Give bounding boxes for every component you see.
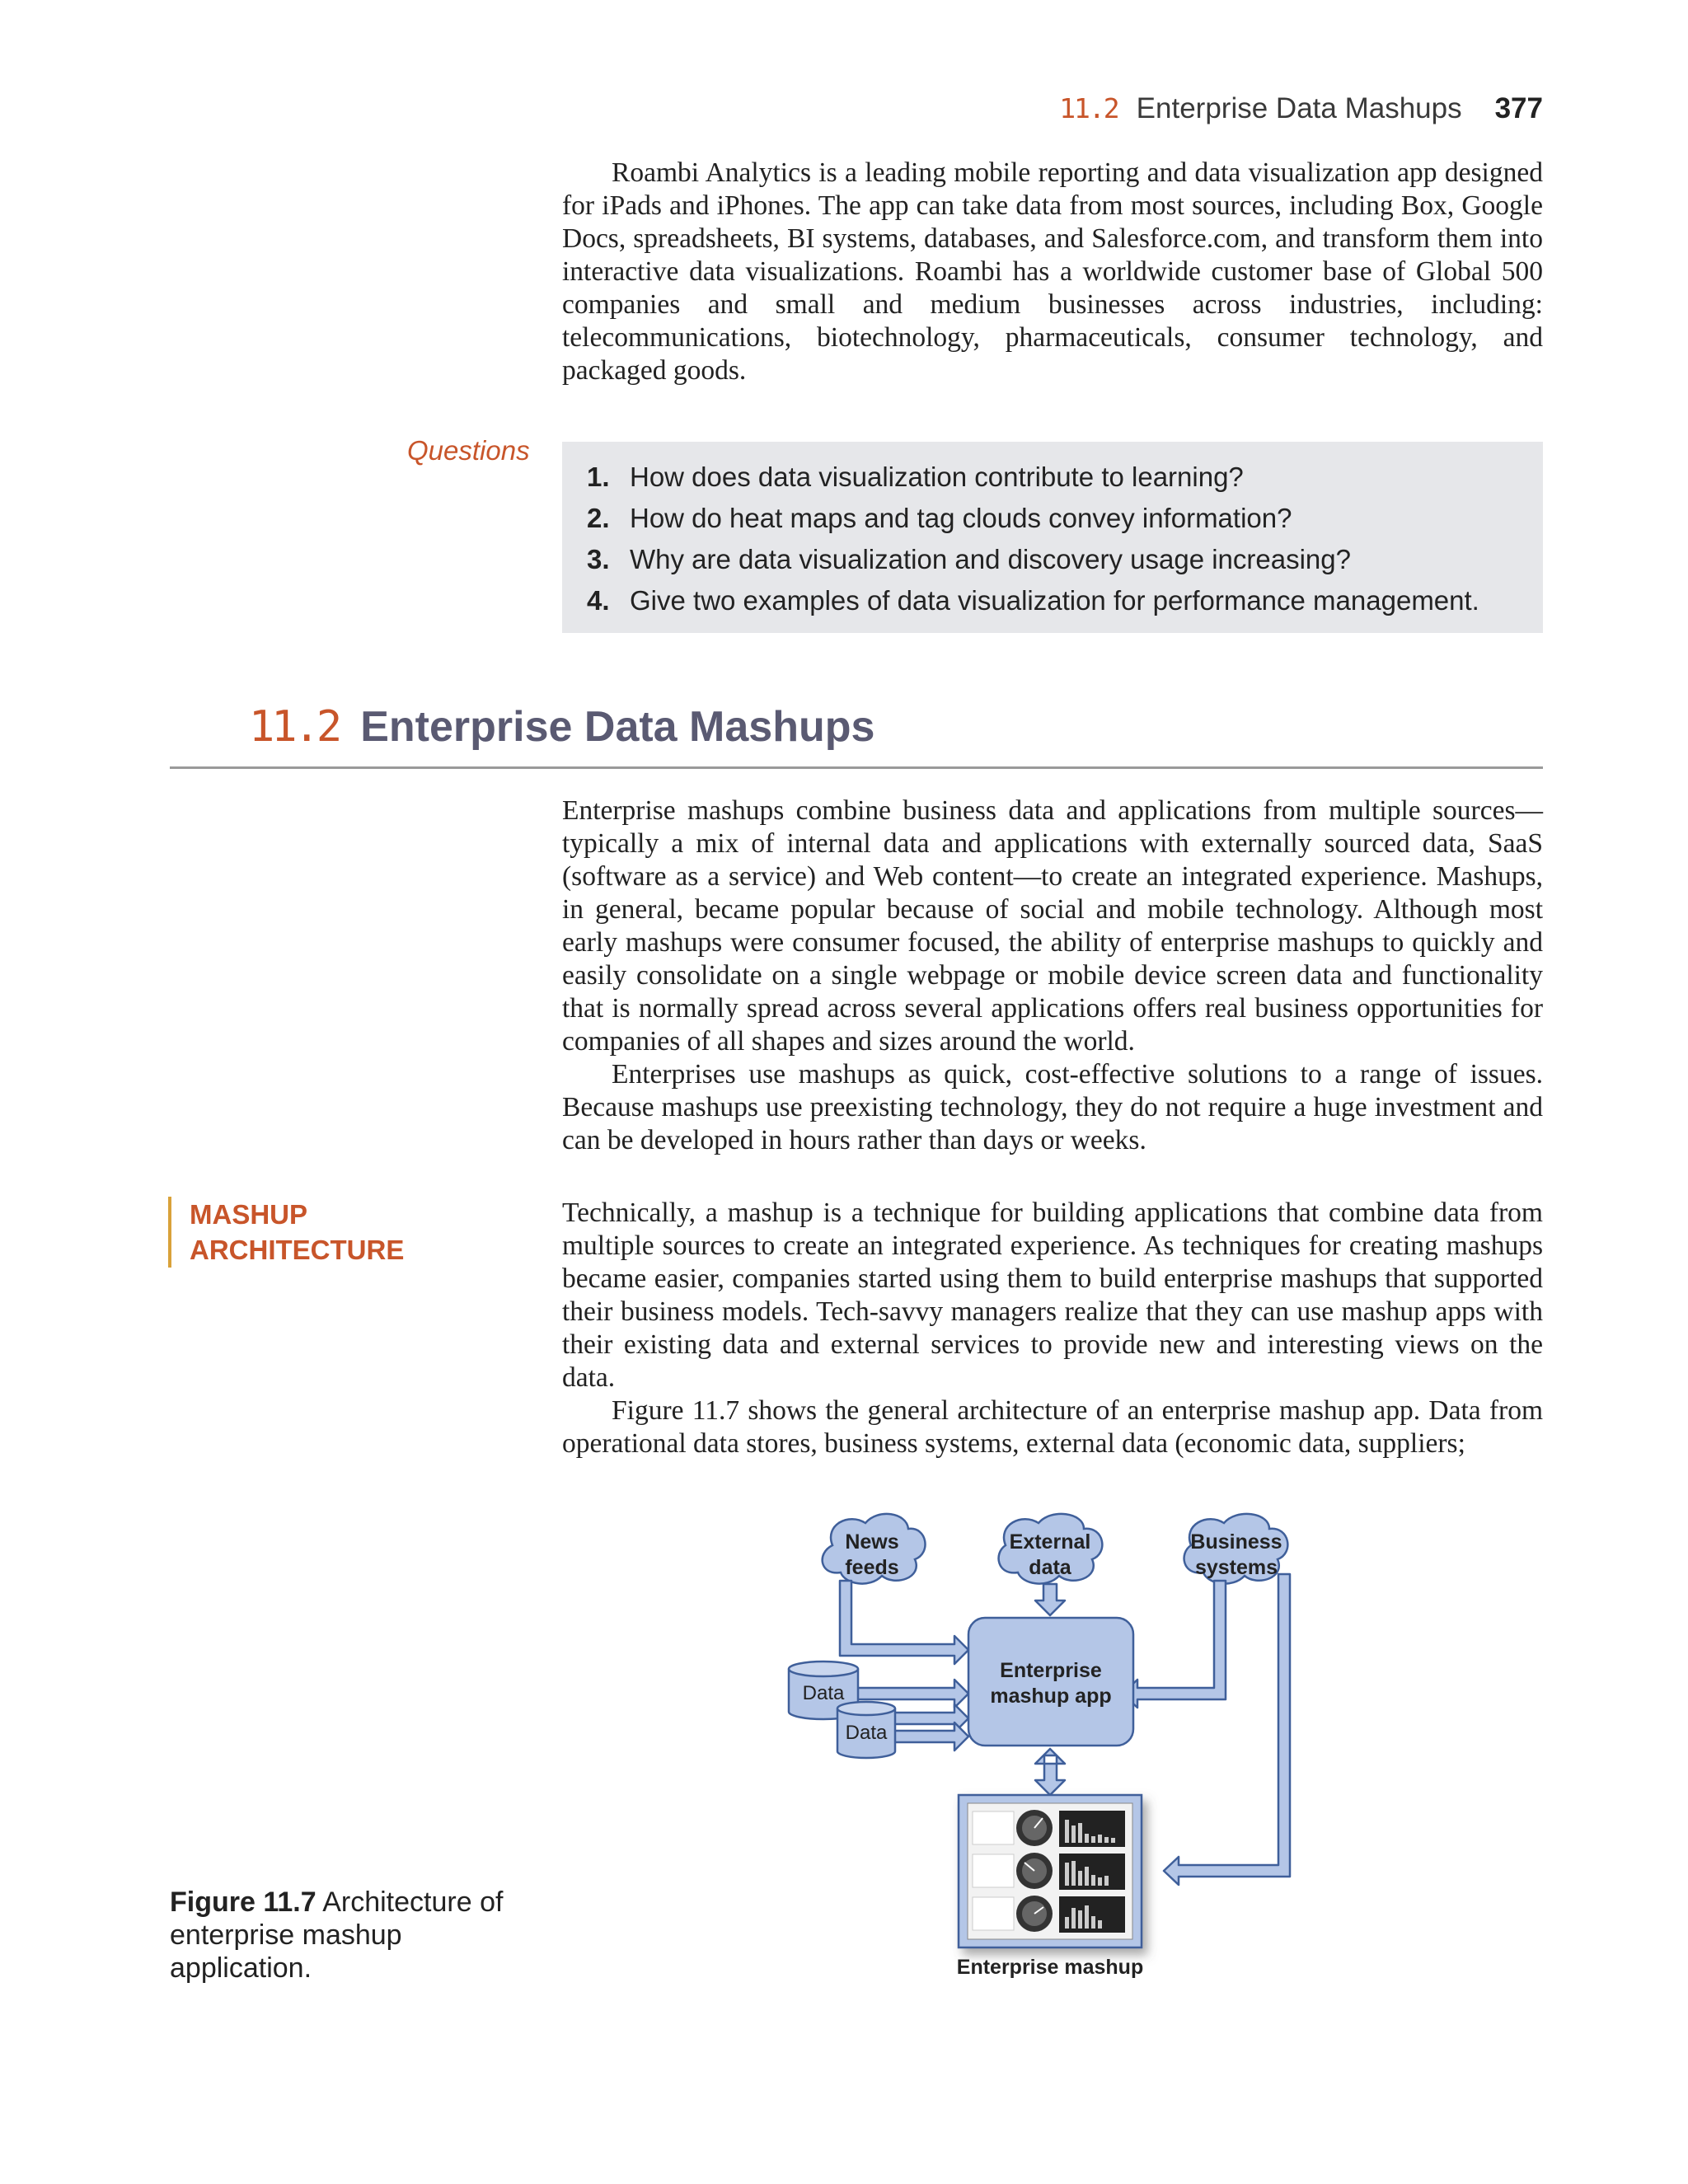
arrow-business-to-mashup: [1164, 1574, 1290, 1885]
cloud-news-label-2: feeds: [845, 1556, 899, 1579]
question-item: [587, 457, 1543, 498]
section-body: [562, 794, 1543, 1157]
section-heading: [170, 702, 1543, 769]
mashup-architecture-diagram: [767, 1508, 1343, 1986]
intro-text-block: [562, 157, 1543, 387]
cloud-news-label-1: News: [845, 1530, 899, 1554]
question-text: How do heat maps and tag clouds convey information?: [630, 503, 1292, 533]
arrow-data2-to-app: [890, 1722, 968, 1750]
intro-paragraph: Roambi Analytics is a leading mobile reporting and data visualization app designed for iPads and iPhones. The app can take data from most sources, including Box, Google Docs, spreadsheets, BI systems, databases, and Salesforce.com, and transform them into interactive data visualizations. Roambi has a worldwide customer base of Global 500 companies and small and medium businesses across industries, including: telecommunications, biotechnology, pharmaceuticals, consumer technology, and packaged goods.: [562, 157, 1543, 386]
section-title: Enterprise Data Mashups: [360, 703, 875, 751]
question-text: Give two examples of data visualization for performance management.: [630, 585, 1479, 616]
cloud-business-label-1: Business: [1190, 1530, 1282, 1554]
running-header: [1059, 92, 1543, 134]
database-cylinder-2: [837, 1702, 895, 1758]
arrow-business-to-app: [1123, 1581, 1226, 1708]
question-number: 1.: [587, 462, 610, 492]
question-number: 4.: [587, 585, 610, 616]
enterprise-mashup-output: [959, 1795, 1142, 1947]
arrow-external-to-app: [1035, 1584, 1065, 1615]
question-number: 2.: [587, 503, 610, 533]
subsection-paragraph: Technically, a mashup is a technique for building applications that combine data from multiple sources to create an integrated experience. As techniques for creating mashups became easier, companies started using them to build enterprise mashups that supported their business models. Tech-savvy managers realize that they can use mashup apps with their existing data and external services to provide new and interesting views on the data.: [562, 1197, 1543, 1393]
running-header-title: Enterprise Data Mashups: [1136, 92, 1462, 124]
cloud-business-systems: [1184, 1514, 1288, 1584]
db-label-2: Data: [845, 1722, 888, 1744]
cloud-external-label-1: External: [1009, 1530, 1091, 1554]
questions-list: [562, 442, 1543, 621]
questions-box: [562, 442, 1543, 633]
cloud-external-label-2: data: [1029, 1556, 1071, 1579]
figure-caption: [170, 1886, 516, 1985]
figure-caption-label: Figure 11.7: [170, 1886, 316, 1918]
cloud-news-feeds: [823, 1514, 926, 1584]
figure-caption-text: Architecture of enterprise mashup application.: [170, 1886, 504, 1984]
app-label-2: mashup app: [990, 1685, 1112, 1708]
question-text: How does data visualization contribute to learning?: [630, 462, 1244, 492]
enterprise-mashup-label: Enterprise mashup: [956, 1956, 1144, 1979]
margin-heading: [168, 1197, 453, 1268]
section-paragraph: Enterprise mashups combine business data and applications from multiple sources—typically a mix of internal data and applications with externally sourced data, SaaS (software as a service) and Web content—to create an integrated experience. Mashups, in general, became popular because of social and mobile technology. Although most early mashups were consumer focused, the ability of enterprise mashups to quickly and easily consolidate on a single webpage or mobile device screen data and functionality that is normally spread across several applications offers real business opportunities for companies of all shapes and sizes around the world.: [562, 795, 1543, 1057]
arrow-news-to-app: [840, 1581, 968, 1664]
question-number: 3.: [587, 544, 610, 574]
subsection-paragraph: Figure 11.7 shows the general architecture of an enterprise mashup app. Data from operational data stores, business systems, external data (economic data, suppliers;: [562, 1395, 1543, 1459]
questions-label: Questions: [407, 435, 530, 466]
question-item: [587, 580, 1543, 621]
running-header-section-number: 11.2: [1059, 92, 1118, 124]
page-number: 377: [1494, 92, 1543, 124]
db-label-1: Data: [802, 1682, 845, 1704]
section-paragraph: Enterprises use mashups as quick, cost-effective solutions to a range of issues. Because mashups use preexisting technology, they do not require a huge investment and can be developed in hours rather than days or weeks.: [562, 1059, 1543, 1155]
cloud-business-label-2: systems: [1194, 1556, 1278, 1579]
question-item: [587, 498, 1543, 539]
margin-heading-line: ARCHITECTURE: [190, 1235, 405, 1265]
subsection-body: [562, 1197, 1543, 1460]
app-label-1: Enterprise: [1000, 1659, 1102, 1682]
arrow-app-to-mashup: [1035, 1749, 1065, 1795]
section-number: 11.2: [249, 702, 340, 752]
enterprise-mashup-app-box: [968, 1618, 1133, 1746]
cloud-external-data: [999, 1514, 1103, 1584]
margin-heading-line: MASHUP: [190, 1199, 308, 1230]
question-item: [587, 539, 1543, 580]
question-text: Why are data visualization and discovery usage increasing?: [630, 544, 1351, 574]
